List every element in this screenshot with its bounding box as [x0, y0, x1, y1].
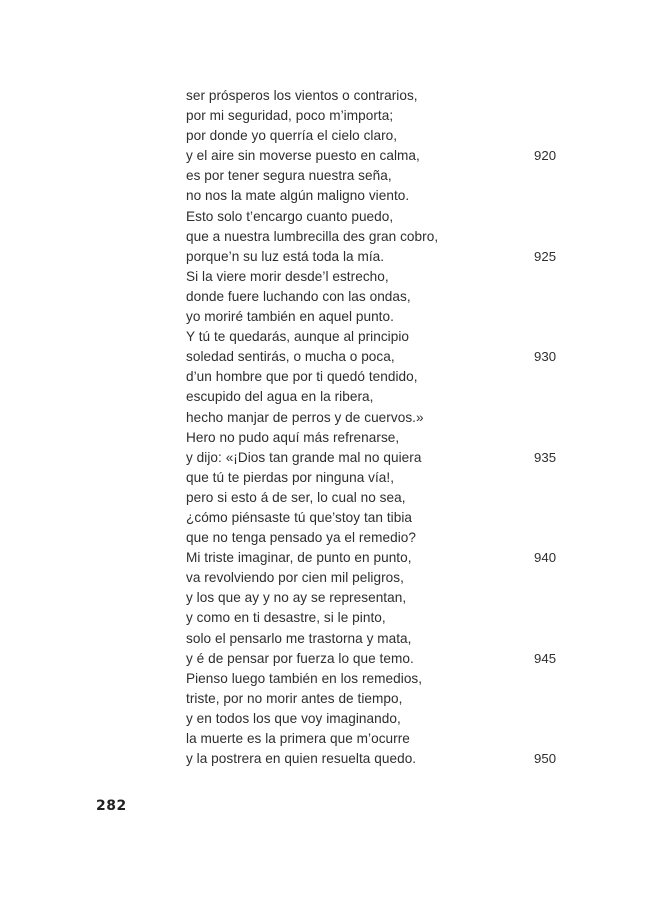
- verse-text: pero si esto á de ser, lo cual no sea,: [186, 489, 406, 505]
- verse-text: y la postrera en quien resuelta quedo.: [186, 751, 417, 767]
- poem-body: [186, 86, 566, 769]
- verse-line: [186, 126, 566, 146]
- verse-line: [186, 588, 566, 608]
- verse-line: [186, 267, 566, 287]
- verse-text: escupido del agua en la ribera,: [186, 389, 374, 405]
- verse-text: y como en ti desastre, si le pinto,: [186, 610, 386, 626]
- verse-line: [186, 749, 566, 769]
- line-number: 930: [534, 349, 557, 365]
- verse-text: porque’n su luz está toda la mía.: [186, 248, 385, 264]
- verse-text: ¿cómo piénsaste tú que’stoy tan tibia: [186, 509, 413, 525]
- verse-text: triste, por no morir antes de tiempo,: [186, 690, 403, 706]
- verse-text: Mi triste imaginar, de punto en punto,: [186, 550, 412, 566]
- line-number: 935: [534, 449, 557, 465]
- verse-line: [186, 146, 566, 166]
- verse-line: [186, 608, 566, 628]
- verse-line: [186, 327, 566, 347]
- line-number: 940: [534, 550, 557, 566]
- line-number: 925: [534, 248, 557, 264]
- verse-line: [186, 468, 566, 488]
- verse-text: la muerte es la primera que m’ocurre: [186, 731, 410, 746]
- verse-line: [186, 287, 566, 307]
- verse-text: que tú te pierdas por ninguna vía!,: [186, 469, 395, 485]
- verse-text: y dijo: «¡Dios tan grande mal no quiera: [186, 449, 422, 465]
- verse-line: [186, 528, 566, 548]
- verse-text: por donde yo querría el cielo claro,: [186, 128, 398, 144]
- verse-line: [186, 709, 566, 729]
- verse-text: y el aire sin moverse puesto en calma,: [186, 148, 420, 164]
- verse-text: hecho manjar de perros y de cuervos.»: [186, 409, 424, 425]
- verse-line: [186, 86, 566, 106]
- verse-text: va revolviendo por cien mil peligros,: [186, 570, 404, 586]
- verse-line: [186, 166, 566, 186]
- verse-line: [186, 729, 566, 749]
- verse-text: donde fuere luchando con las ondas,: [186, 288, 411, 304]
- verse-text: por mi seguridad, poco m’importa;: [186, 108, 394, 124]
- verse-text: d’un hombre que por ti quedó tendido,: [186, 369, 418, 385]
- verse-line: [186, 106, 566, 126]
- verse-line: [186, 548, 566, 568]
- line-number: 920: [534, 148, 557, 164]
- verse-text: y en todos los que voy imaginando,: [186, 710, 401, 726]
- verse-text: yo moriré también en aquel punto.: [186, 309, 394, 325]
- verse-line: [186, 227, 566, 247]
- verse-text: no nos la mate algún maligno viento.: [186, 188, 410, 204]
- verse-line: [186, 488, 566, 508]
- page-number: 282: [96, 798, 127, 814]
- verse-text: es por tener segura nuestra seña,: [186, 168, 392, 184]
- verse-line: [186, 568, 566, 588]
- verse-line: [186, 347, 566, 367]
- verse-text: solo el pensarlo me trastorna y mata,: [186, 630, 412, 646]
- verse-line: [186, 649, 566, 669]
- verse-line: [186, 387, 566, 407]
- verse-text: Esto solo t’encargo cuanto puedo,: [186, 208, 394, 224]
- verse-text: Pienso luego también en los remedios,: [186, 670, 423, 686]
- verse-text: Si la viere morir desde’l estrecho,: [186, 268, 389, 284]
- verse-line: [186, 629, 566, 649]
- verse-text: que a nuestra lumbrecilla des gran cobro,: [186, 228, 439, 244]
- verse-text: y los que ay y no ay se representan,: [186, 590, 407, 606]
- verse-line: [186, 669, 566, 689]
- verse-line: [186, 448, 566, 468]
- verse-text: Hero no pudo aquí más refrenarse,: [186, 429, 400, 445]
- verse-line: [186, 689, 566, 709]
- verse-text: y é de pensar por fuerza lo que temo.: [186, 650, 414, 666]
- verse-line: [186, 428, 566, 448]
- verse-text: Y tú te quedarás, aunque al principio: [186, 329, 410, 345]
- verse-line: [186, 247, 566, 267]
- verse-line: [186, 186, 566, 206]
- verse-text: ser prósperos los vientos o contrarios,: [186, 88, 418, 103]
- verse-text: que no tenga pensado ya el remedio?: [186, 530, 416, 546]
- verse-line: [186, 307, 566, 327]
- verse-line: [186, 207, 566, 227]
- verse-text: soledad sentirás, o mucha o poca,: [186, 349, 395, 365]
- verse-line: [186, 408, 566, 428]
- line-number: 945: [534, 650, 557, 666]
- line-number: 950: [534, 751, 557, 767]
- verse-line: [186, 508, 566, 528]
- verse-line: [186, 367, 566, 387]
